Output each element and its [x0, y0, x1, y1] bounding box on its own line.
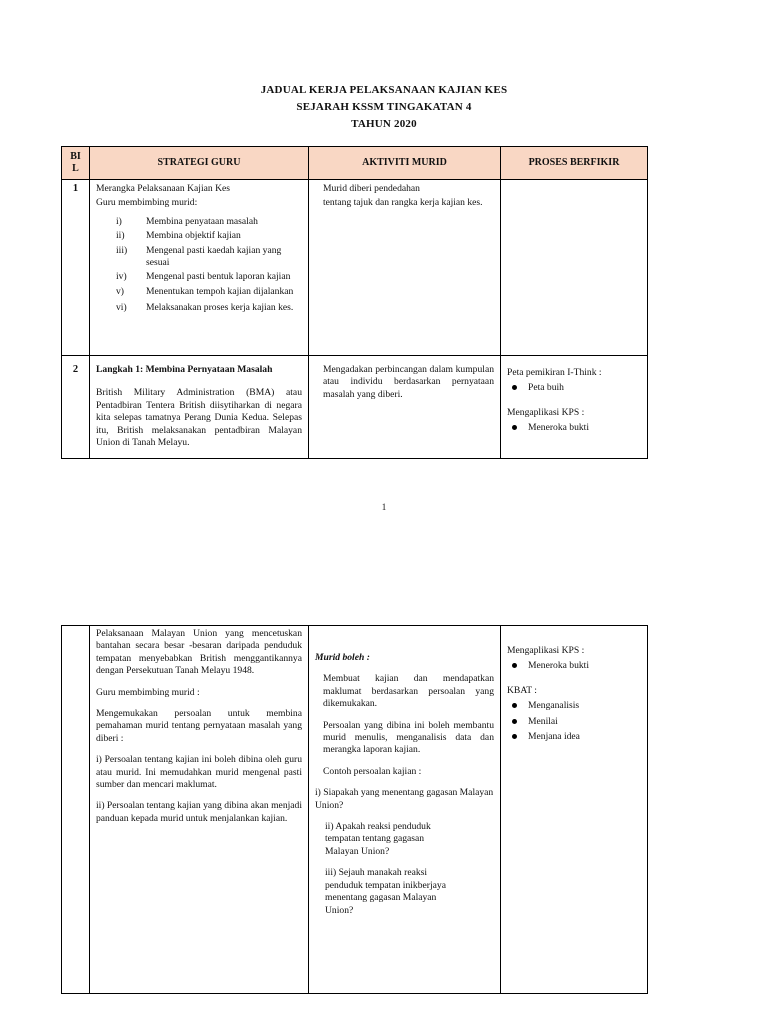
work-schedule-table — [61, 146, 648, 459]
strategi-paragraph: Mengemukakan persoalan untuk membina pemahaman murid tentang pernyataan masalah yang diberi : — [96, 708, 302, 744]
aktiviti-title: Murid boleh : — [315, 652, 370, 663]
proses-list — [507, 660, 641, 672]
list-item-text: Peta buih — [528, 382, 564, 394]
list-item — [507, 660, 641, 672]
strategi-cell — [90, 356, 309, 459]
proses-label: KBAT : — [507, 684, 537, 696]
bullet-icon — [512, 719, 517, 724]
row-number: 1 — [62, 180, 90, 356]
strategi-title: Merangka Pelaksanaan Kajian Kes — [96, 183, 230, 194]
aktiviti-question: iii) Sejauh manakah reaksi penduduk tempatan inikberjaya menentang gagasan Malayan Union? — [325, 867, 446, 916]
document-header — [0, 82, 768, 133]
list-item — [507, 731, 641, 743]
list-item-number: ii) — [116, 230, 125, 242]
bullet-icon — [512, 425, 517, 430]
aktiviti-cell — [309, 180, 501, 356]
list-item-number: v) — [116, 285, 124, 297]
table-row — [62, 626, 648, 994]
list-item — [507, 700, 641, 712]
strategi-paragraph: Pelaksanaan Malayan Union yang mencetuskan bantahan secara besar -besaran daripada penduduk tempatan menyebabkan British menggantikannya dengan Persekutuan Tanah Melayu 1948. — [96, 628, 302, 677]
list-item — [507, 382, 641, 394]
column-header-bil: BI L — [62, 147, 90, 180]
steps-list — [96, 216, 302, 315]
aktiviti-question: i) Siapakah yang menentang gagasan Malayan Union? — [315, 787, 494, 811]
strategi-paragraph: Guru membimbing murid : — [96, 686, 200, 698]
list-item — [96, 230, 302, 242]
table-row — [62, 180, 648, 356]
list-item-text: Meneroka bukti — [528, 422, 590, 434]
list-item — [96, 216, 302, 228]
strategi-title: Langkah 1: Membina Pernyataan Masalah — [96, 364, 273, 375]
list-item-text: Menentukan tempoh kajian dijalankan — [146, 285, 294, 297]
strategi-cell — [90, 626, 309, 994]
aktiviti-cell — [309, 626, 501, 994]
list-item-text: Mengenal pasti kaedah kajian yang sesuai — [146, 244, 282, 269]
aktiviti-paragraph: Persoalan yang dibina ini boleh membantu murid menulis, menganalisis data dan merangka laporan kajian. — [323, 719, 494, 756]
list-item-text: Menilai — [528, 715, 558, 727]
aktiviti-text: Murid diberi pendedahan — [323, 183, 420, 194]
list-item-number: vi) — [116, 302, 127, 314]
proses-label: Peta pemikiran I-Think : — [507, 367, 602, 378]
aktiviti-text: Mengadakan perbincangan dalam kumpulan atau individu berdasarkan pernyataan masalah yang diberi. — [323, 364, 494, 400]
header-year: TAHUN 2020 — [351, 118, 417, 130]
header-subject: SEJARAH KSSM TINGAKATAN 4 — [296, 101, 472, 113]
list-item-text: Membina penyataan masalah — [146, 215, 258, 227]
list-item-number: iv) — [116, 271, 127, 283]
table-row — [62, 356, 648, 459]
list-item — [507, 422, 641, 434]
column-header-strategi: STRATEGI GURU — [90, 147, 309, 180]
list-item-number: iii) — [116, 244, 128, 256]
strategi-cell — [90, 180, 309, 356]
list-item-text: Menganalisis — [528, 700, 580, 712]
page-number: 1 — [381, 502, 387, 512]
list-item-text: Meneroka bukti — [528, 660, 590, 672]
column-header-proses: PROSES BERFIKIR — [501, 147, 648, 180]
bullet-icon — [512, 734, 517, 739]
bullet-icon — [512, 663, 517, 668]
proses-cell — [501, 356, 648, 459]
bullet-icon — [512, 385, 517, 390]
proses-list — [507, 382, 641, 394]
header-title: JADUAL KERJA PELAKSANAAN KAJIAN KES — [260, 84, 508, 96]
aktiviti-cell — [309, 356, 501, 459]
list-item-text: Membina objektif kajian — [146, 230, 241, 242]
strategi-body: British Military Administration (BMA) atau Pentadbiran Tentera British diisytiharkan di negara kita selepas tamatnya Perang Dunia Kedua. Selepas itu, British melaksanakan pentadbiran Malayan Union di Tanah Melayu. — [96, 387, 302, 449]
proses-label: Mengaplikasi KPS : — [507, 406, 585, 418]
bullet-icon — [512, 703, 517, 708]
table-header-row — [62, 147, 648, 180]
aktiviti-question: ii) Apakah reaksi penduduk tempatan tentang gagasan Malayan Union? — [325, 821, 431, 857]
proses-cell — [501, 180, 648, 356]
column-header-aktiviti: AKTIVITI MURID — [309, 147, 501, 180]
aktiviti-paragraph: Contoh persoalan kajian : — [323, 765, 422, 777]
list-item — [96, 286, 302, 298]
proses-list — [507, 422, 641, 434]
aktiviti-paragraph: Membuat kajian dan mendapatkan maklumat berdasarkan persoalan yang dikemukakan. — [323, 673, 494, 710]
list-item-text: Menjana idea — [528, 731, 580, 743]
proses-label: Mengaplikasi KPS : — [507, 645, 585, 656]
list-item — [96, 302, 302, 314]
list-item — [96, 271, 302, 283]
list-item-number: i) — [116, 215, 122, 227]
strategi-intro: Guru membimbing murid: — [96, 197, 198, 209]
kbat-list — [507, 700, 641, 743]
list-item-text: Melaksanakan proses kerja kajian kes. — [146, 302, 294, 314]
work-schedule-table-continued — [61, 625, 648, 994]
list-item — [96, 245, 302, 270]
proses-cell — [501, 626, 648, 994]
strategi-paragraph: i) Persoalan tentang kajian ini boleh dibina oleh guru atau murid. Ini memudahkan murid mengenal pasti sumber dan mencari maklumat. — [96, 754, 302, 791]
row-number: 2 — [62, 356, 90, 459]
list-item-text: Mengenal pasti bentuk laporan kajian — [146, 271, 291, 283]
strategi-paragraph: ii) Persoalan tentang kajian yang dibina akan menjadi panduan kepada murid untuk menjalankan kajian. — [96, 800, 302, 824]
list-item — [507, 716, 641, 728]
aktiviti-text: tentang tajuk dan rangka kerja kajian kes. — [323, 197, 483, 209]
row-number — [62, 626, 90, 994]
